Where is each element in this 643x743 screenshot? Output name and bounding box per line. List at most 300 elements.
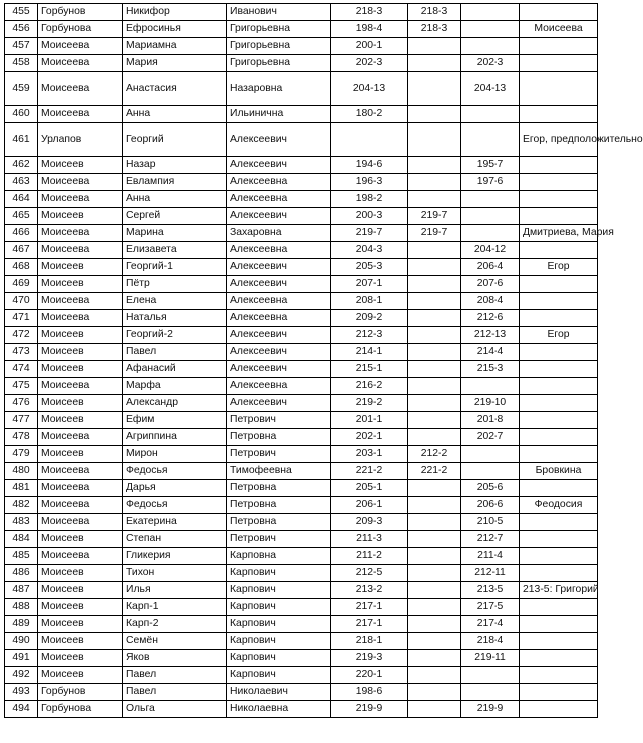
reference-1-cell: 219-9 [331,701,408,718]
reference-3-cell: 202-7 [461,429,520,446]
surname-cell: Моисеев [38,650,123,667]
table-row [5,599,598,616]
patronymic-cell: Алексеевич [227,157,331,174]
note-cell: Егор, предположительно [520,123,598,157]
reference-2-cell [408,55,461,72]
note-cell [520,361,598,378]
row-number: 484 [5,531,38,548]
note-cell [520,157,598,174]
first-name-cell: Павел [123,684,227,701]
reference-3-cell: 212-6 [461,310,520,327]
patronymic-cell: Тимофеевна [227,463,331,480]
patronymic-cell: Алексеевна [227,293,331,310]
reference-1-cell: 198-2 [331,191,408,208]
reference-3-cell: 210-5 [461,514,520,531]
table-row [5,429,598,446]
surname-cell: Моисеева [38,310,123,327]
table-row [5,514,598,531]
row-number: 464 [5,191,38,208]
reference-2-cell [408,684,461,701]
row-number: 461 [5,123,38,157]
surname-cell: Моисеева [38,378,123,395]
row-number: 460 [5,106,38,123]
reference-1-cell: 217-1 [331,616,408,633]
note-cell: Бровкина [520,463,598,480]
surname-cell: Моисеева [38,72,123,106]
note-cell [520,701,598,718]
surname-cell: Моисеев [38,276,123,293]
surname-cell: Моисеева [38,463,123,480]
reference-3-cell: 219-10 [461,395,520,412]
table-row [5,327,598,344]
reference-2-cell: 218-3 [408,4,461,21]
table-row [5,174,598,191]
first-name-cell: Александр [123,395,227,412]
reference-3-cell [461,463,520,480]
table-row [5,582,598,599]
surname-cell: Моисеева [38,293,123,310]
reference-1-cell: 202-1 [331,429,408,446]
surname-cell: Урлапов [38,123,123,157]
note-cell: 213-5: Григорий [520,582,598,599]
reference-1-cell: 204-3 [331,242,408,259]
reference-2-cell [408,599,461,616]
note-cell [520,310,598,327]
note-cell: Феодосия [520,497,598,514]
row-number: 455 [5,4,38,21]
table-row [5,276,598,293]
table-row [5,701,598,718]
reference-3-cell: 204-13 [461,72,520,106]
row-number: 483 [5,514,38,531]
reference-1-cell: 213-2 [331,582,408,599]
reference-2-cell [408,582,461,599]
surname-cell: Моисеева [38,429,123,446]
note-cell [520,480,598,497]
note-cell [520,191,598,208]
reference-3-cell: 214-4 [461,344,520,361]
note-cell [520,208,598,225]
patronymic-cell: Николаевна [227,701,331,718]
table-row [5,667,598,684]
reference-1-cell: 202-3 [331,55,408,72]
table-row [5,531,598,548]
first-name-cell: Анна [123,106,227,123]
patronymic-cell: Алексеевич [227,208,331,225]
patronymic-cell: Григорьевна [227,55,331,72]
row-number: 486 [5,565,38,582]
reference-2-cell [408,565,461,582]
first-name-cell: Гликерия [123,548,227,565]
surname-cell: Моисеев [38,259,123,276]
note-cell [520,650,598,667]
first-name-cell: Ефим [123,412,227,429]
reference-2-cell [408,514,461,531]
reference-2-cell [408,157,461,174]
surname-cell: Моисеева [38,480,123,497]
row-number: 462 [5,157,38,174]
surname-cell: Моисеева [38,548,123,565]
first-name-cell: Мария [123,55,227,72]
row-number: 474 [5,361,38,378]
surname-cell: Горбунов [38,684,123,701]
first-name-cell: Степан [123,531,227,548]
reference-2-cell [408,480,461,497]
patronymic-cell: Алексеевич [227,344,331,361]
table-row [5,259,598,276]
reference-3-cell [461,191,520,208]
reference-1-cell: 196-3 [331,174,408,191]
row-number: 463 [5,174,38,191]
patronymic-cell: Карпович [227,667,331,684]
patronymic-cell: Григорьевна [227,38,331,55]
reference-3-cell [461,684,520,701]
note-cell [520,599,598,616]
first-name-cell: Елизавета [123,242,227,259]
row-number: 480 [5,463,38,480]
patronymic-cell: Иванович [227,4,331,21]
table-row [5,310,598,327]
first-name-cell: Елена [123,293,227,310]
reference-3-cell [461,225,520,242]
reference-2-cell [408,701,461,718]
patronymic-cell: Петрович [227,531,331,548]
row-number: 466 [5,225,38,242]
row-number: 470 [5,293,38,310]
table-row [5,378,598,395]
reference-2-cell [408,429,461,446]
first-name-cell: Георгий-1 [123,259,227,276]
reference-1-cell: 201-1 [331,412,408,429]
table-row [5,565,598,582]
table-row [5,395,598,412]
first-name-cell: Карп-1 [123,599,227,616]
reference-3-cell [461,123,520,157]
reference-1-cell: 206-1 [331,497,408,514]
reference-2-cell [408,667,461,684]
reference-2-cell [408,361,461,378]
table-row [5,225,598,242]
note-cell [520,276,598,293]
table-row [5,344,598,361]
surname-cell: Моисеев [38,599,123,616]
table-row [5,21,598,38]
reference-2-cell [408,191,461,208]
reference-1-cell: 218-3 [331,4,408,21]
reference-1-cell: 216-2 [331,378,408,395]
patronymic-cell: Алексеевич [227,361,331,378]
reference-2-cell [408,259,461,276]
row-number: 492 [5,667,38,684]
row-number: 471 [5,310,38,327]
surname-cell: Моисеева [38,514,123,531]
first-name-cell: Федосья [123,497,227,514]
reference-1-cell: 208-1 [331,293,408,310]
table-row [5,191,598,208]
reference-1-cell: 218-1 [331,633,408,650]
patronymic-cell: Карповна [227,548,331,565]
first-name-cell: Никифор [123,4,227,21]
reference-1-cell: 217-1 [331,599,408,616]
row-number: 456 [5,21,38,38]
reference-3-cell: 202-3 [461,55,520,72]
patronymic-cell: Алексеевич [227,123,331,157]
reference-3-cell [461,21,520,38]
surname-cell: Моисеева [38,38,123,55]
patronymic-cell: Алексеевич [227,327,331,344]
row-number: 475 [5,378,38,395]
first-name-cell: Анна [123,191,227,208]
patronymic-cell: Петрович [227,446,331,463]
first-name-cell: Дарья [123,480,227,497]
first-name-cell: Наталья [123,310,227,327]
note-cell [520,412,598,429]
patronymic-cell: Алексеевна [227,242,331,259]
reference-1-cell: 219-2 [331,395,408,412]
reference-3-cell: 205-6 [461,480,520,497]
surname-cell: Моисеева [38,497,123,514]
reference-2-cell [408,497,461,514]
table-row [5,4,598,21]
surname-cell: Моисеев [38,361,123,378]
table-row [5,446,598,463]
note-cell [520,38,598,55]
patronymic-cell: Карпович [227,582,331,599]
reference-1-cell: 209-2 [331,310,408,327]
reference-1-cell: 205-1 [331,480,408,497]
row-number: 487 [5,582,38,599]
reference-3-cell: 213-5 [461,582,520,599]
row-number: 485 [5,548,38,565]
patronymic-cell: Петровна [227,497,331,514]
table-row [5,38,598,55]
surname-cell: Моисеев [38,633,123,650]
surname-cell: Моисеев [38,616,123,633]
surname-cell: Моисеева [38,174,123,191]
reference-3-cell: 208-4 [461,293,520,310]
first-name-cell: Сергей [123,208,227,225]
reference-2-cell [408,548,461,565]
patronymic-cell: Алексеевна [227,191,331,208]
patronymic-cell: Ильинична [227,106,331,123]
note-cell [520,242,598,259]
table-row [5,106,598,123]
table-row [5,480,598,497]
table-row [5,242,598,259]
row-number: 468 [5,259,38,276]
patronymic-cell: Петрович [227,412,331,429]
reference-2-cell [408,650,461,667]
reference-2-cell [408,633,461,650]
row-number: 481 [5,480,38,497]
reference-3-cell: 212-11 [461,565,520,582]
note-cell [520,446,598,463]
table-body [5,4,643,718]
table-row [5,548,598,565]
reference-3-cell [461,446,520,463]
patronymic-cell: Алексеевна [227,310,331,327]
row-number: 473 [5,344,38,361]
reference-1-cell: 200-1 [331,38,408,55]
surname-cell: Моисеев [38,344,123,361]
reference-1-cell: 221-2 [331,463,408,480]
surname-cell: Моисеева [38,106,123,123]
table-row [5,650,598,667]
reference-1-cell: 198-4 [331,21,408,38]
reference-3-cell: 212-13 [461,327,520,344]
first-name-cell: Пётр [123,276,227,293]
reference-1-cell: 200-3 [331,208,408,225]
first-name-cell: Павел [123,667,227,684]
first-name-cell: Екатерина [123,514,227,531]
table-row [5,633,598,650]
row-number: 478 [5,429,38,446]
note-cell [520,174,598,191]
reference-2-cell: 221-2 [408,463,461,480]
reference-3-cell: 219-11 [461,650,520,667]
note-cell [520,106,598,123]
reference-2-cell [408,293,461,310]
table-row [5,123,598,157]
note-cell: Егор [520,259,598,276]
first-name-cell: Ефросинья [123,21,227,38]
surname-cell: Моисеев [38,327,123,344]
reference-1-cell: 198-6 [331,684,408,701]
reference-3-cell: 207-6 [461,276,520,293]
patronymic-cell: Петровна [227,480,331,497]
row-number: 482 [5,497,38,514]
patronymic-cell: Алексеевич [227,276,331,293]
reference-1-cell: 219-3 [331,650,408,667]
reference-1-cell: 220-1 [331,667,408,684]
note-cell: Егор [520,327,598,344]
note-cell [520,548,598,565]
surname-cell: Моисеев [38,531,123,548]
note-cell [520,667,598,684]
reference-3-cell: 215-3 [461,361,520,378]
reference-2-cell [408,38,461,55]
reference-3-cell [461,106,520,123]
table-row [5,497,598,514]
patronymic-cell: Карпович [227,650,331,667]
reference-2-cell [408,531,461,548]
patronymic-cell: Алексеевна [227,378,331,395]
patronymic-cell: Григорьевна [227,21,331,38]
surname-cell: Моисеева [38,55,123,72]
surname-cell: Моисеева [38,242,123,259]
reference-1-cell: 205-3 [331,259,408,276]
table-row [5,616,598,633]
first-name-cell: Мариамна [123,38,227,55]
reference-2-cell: 219-7 [408,225,461,242]
reference-3-cell: 217-4 [461,616,520,633]
surname-cell: Горбунова [38,701,123,718]
reference-1-cell: 204-13 [331,72,408,106]
first-name-cell: Павел [123,344,227,361]
reference-3-cell: 206-4 [461,259,520,276]
reference-1-cell: 209-3 [331,514,408,531]
row-number: 476 [5,395,38,412]
row-number: 479 [5,446,38,463]
row-number: 458 [5,55,38,72]
first-name-cell: Евлампия [123,174,227,191]
table-row [5,208,598,225]
first-name-cell: Мирон [123,446,227,463]
reference-3-cell [461,4,520,21]
note-cell [520,344,598,361]
first-name-cell: Тихон [123,565,227,582]
row-number: 494 [5,701,38,718]
first-name-cell: Назар [123,157,227,174]
table-row [5,157,598,174]
first-name-cell: Агриппина [123,429,227,446]
patronymic-cell: Назаровна [227,72,331,106]
patronymic-cell: Петровна [227,514,331,531]
reference-3-cell: 197-6 [461,174,520,191]
first-name-cell: Федосья [123,463,227,480]
reference-2-cell [408,123,461,157]
patronymic-cell: Петровна [227,429,331,446]
reference-1-cell [331,123,408,157]
row-number: 490 [5,633,38,650]
note-cell [520,293,598,310]
note-cell [520,684,598,701]
reference-3-cell [461,208,520,225]
row-number: 459 [5,72,38,106]
table-row [5,463,598,480]
first-name-cell: Георгий [123,123,227,157]
table-row [5,55,598,72]
reference-3-cell: 211-4 [461,548,520,565]
table-row [5,412,598,429]
note-cell [520,4,598,21]
surname-cell: Моисеев [38,446,123,463]
patronymic-cell: Захаровна [227,225,331,242]
table-row [5,72,598,106]
reference-2-cell: 219-7 [408,208,461,225]
note-cell [520,633,598,650]
patronymic-cell: Карпович [227,565,331,582]
note-cell [520,395,598,412]
first-name-cell: Георгий-2 [123,327,227,344]
reference-3-cell: 201-8 [461,412,520,429]
surname-cell: Горбунов [38,4,123,21]
first-name-cell: Анастасия [123,72,227,106]
note-cell [520,565,598,582]
reference-3-cell: 212-7 [461,531,520,548]
surname-cell: Горбунова [38,21,123,38]
row-number: 467 [5,242,38,259]
reference-2-cell [408,412,461,429]
reference-1-cell: 212-3 [331,327,408,344]
row-number: 488 [5,599,38,616]
reference-2-cell [408,378,461,395]
surname-cell: Моисеева [38,191,123,208]
reference-1-cell: 194-6 [331,157,408,174]
reference-2-cell [408,106,461,123]
reference-2-cell [408,276,461,293]
patronymic-cell: Николаевич [227,684,331,701]
row-number: 489 [5,616,38,633]
table-row [5,293,598,310]
reference-3-cell [461,667,520,684]
patronymic-cell: Алексеевич [227,259,331,276]
reference-2-cell [408,310,461,327]
reference-1-cell: 214-1 [331,344,408,361]
first-name-cell: Марфа [123,378,227,395]
reference-2-cell [408,616,461,633]
note-cell [520,55,598,72]
